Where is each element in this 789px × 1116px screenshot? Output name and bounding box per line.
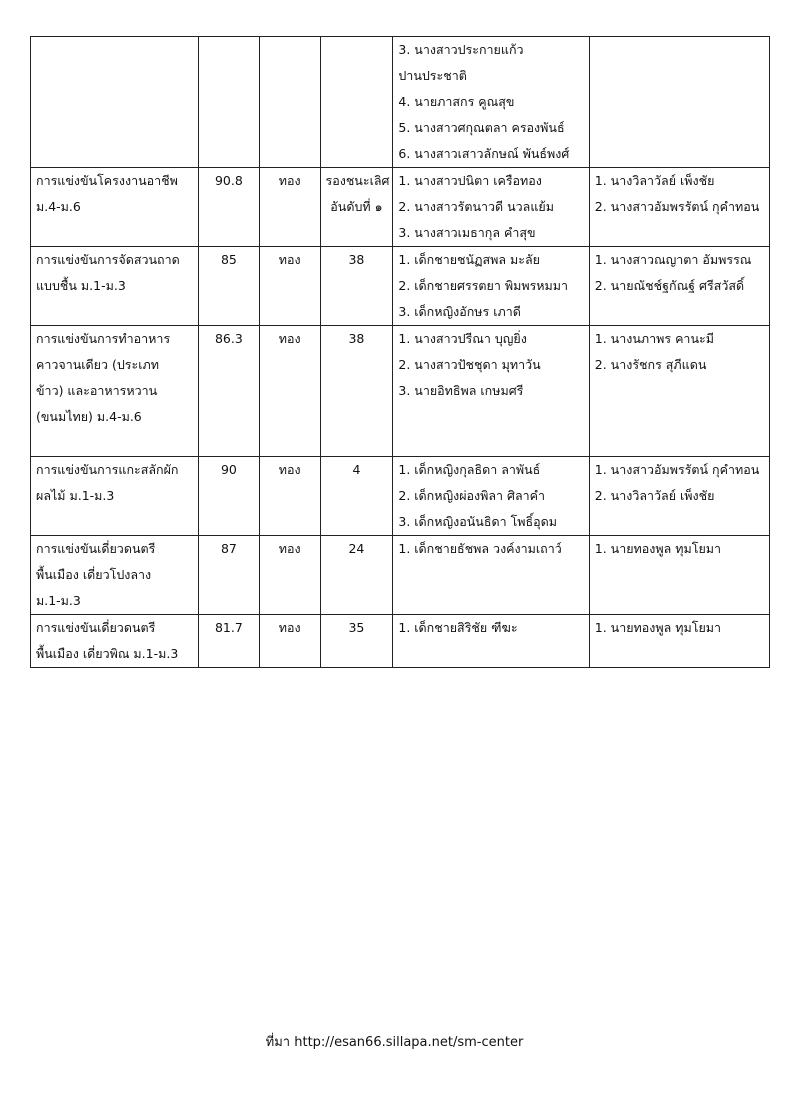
teacher-name (595, 89, 764, 115)
student-name: 5. นางสาวศกุณตลา ครองพันธ์ (398, 120, 565, 135)
student-name: 2. เด็กหญิงผ่องพิลา ศิลาคำ (398, 488, 546, 503)
competition-cell (31, 168, 199, 247)
table-row (31, 326, 770, 457)
competition-cell (31, 37, 199, 168)
student-name (398, 562, 583, 588)
medal-cell: ทอง (259, 247, 320, 326)
competition-line: ม.1-ม.3 (36, 593, 81, 608)
competition-line (36, 430, 193, 456)
teachers-cell (589, 247, 769, 326)
competition-line: ข้าว) และอาหารหวาน (36, 383, 158, 398)
competition-cell (31, 536, 199, 615)
students-cell (393, 615, 589, 668)
teacher-name: 2. นางวิลาวัลย์ เพ็งชัย (594, 488, 715, 503)
students-cell (393, 326, 589, 457)
student-name: 1. เด็กหญิงกุลธิดา ลาพันธ์ (398, 462, 541, 477)
teacher-name (595, 641, 764, 667)
table-row (31, 247, 770, 326)
teacher-name: 1. นางสาวณญาตา อัมพรรณ (594, 252, 752, 267)
students-cell (393, 168, 589, 247)
table-row (31, 536, 770, 615)
score-cell (199, 37, 260, 168)
teacher-name (595, 220, 764, 246)
rank-line: 24 (348, 541, 365, 556)
competition-line: การแข่งขันเดี่ยวดนตรี (36, 541, 156, 556)
competition-line: พื้นเมือง เดี่ยวโปงลาง (36, 567, 152, 582)
score-cell: 87 (199, 536, 260, 615)
rank-line: 38 (348, 252, 365, 267)
competition-line: การแข่งขันการจัดสวนถาด (36, 252, 180, 267)
teacher-name (595, 63, 764, 89)
teacher-name: 1. นายทองพูล ทุมโยมา (594, 620, 722, 635)
rank-cell (320, 615, 393, 668)
competition-line: ผลไม้ ม.1-ม.3 (36, 488, 115, 503)
teacher-name: 1. นายทองพูล ทุมโยมา (594, 541, 722, 556)
student-name: 1. เด็กชายธัชพล วงค์งามเถาว์ (398, 541, 562, 556)
score-cell: 86.3 (199, 326, 260, 457)
student-name: 4. นายภาสกร คูณสุข (398, 94, 515, 109)
medal-cell: ทอง (259, 168, 320, 247)
student-name: ปานประชาติ (398, 68, 467, 83)
rank-line (326, 562, 388, 588)
competition-line: การแข่งขันโครงงานอาชีพ (36, 173, 178, 188)
students-cell (393, 247, 589, 326)
teachers-cell (589, 615, 769, 668)
student-name: 3. เด็กหญิงอักษร เภาดี (398, 304, 521, 319)
teachers-cell (589, 536, 769, 615)
table-row (31, 168, 770, 247)
rank-line: อันดับที่ ๑ (330, 199, 383, 214)
competition-line (36, 509, 193, 535)
teacher-name: 2. นางสาวอัมพรรัตน์ กุคำทอน (594, 199, 760, 214)
student-name: 2. เด็กชายศรรตยา พิมพรหมมา (398, 278, 569, 293)
table-row (31, 615, 770, 668)
rank-line: 38 (348, 331, 365, 346)
teacher-name: 1. นางวิลาวัลย์ เพ็งชัย (594, 173, 715, 188)
student-name: 1. เด็กชายสิริชัย ฑีฆะ (398, 620, 518, 635)
score-cell: 90 (199, 457, 260, 536)
teacher-name (595, 37, 764, 63)
students-cell (393, 457, 589, 536)
teachers-cell (589, 168, 769, 247)
student-name: 6. นางสาวเสาวลักษณ์ พันธ์พงศ์ (398, 146, 570, 161)
rank-cell (320, 536, 393, 615)
teacher-name (595, 588, 764, 614)
rank-cell (320, 457, 393, 536)
student-name: 3. นางสาวเมธากุล คำสุข (398, 225, 536, 240)
teachers-cell (589, 457, 769, 536)
medal-cell: ทอง (259, 615, 320, 668)
rank-cell (320, 168, 393, 247)
rank-line: 4 (352, 462, 361, 477)
competition-line (36, 141, 193, 167)
students-cell (393, 536, 589, 615)
table-row (31, 37, 770, 168)
medal-cell: ทอง (259, 536, 320, 615)
results-table (30, 36, 770, 668)
rank-line (326, 483, 388, 509)
competition-line (36, 63, 193, 89)
competition-line: ม.4-ม.6 (36, 199, 81, 214)
rank-cell (320, 326, 393, 457)
competition-line: การแข่งขันการทำอาหาร (36, 331, 171, 346)
teacher-name (595, 299, 764, 325)
competition-line: พื้นเมือง เดี่ยวพิณ ม.1-ม.3 (36, 646, 179, 661)
competition-line: คาวจานเดียว (ประเภท (36, 357, 159, 372)
rank-line (326, 352, 388, 378)
teacher-name: 1. นางสาวอัมพรรัตน์ กุคำทอน (594, 462, 760, 477)
rank-line: 35 (348, 620, 365, 635)
competition-line: แบบชื้น ม.1-ม.3 (36, 278, 126, 293)
score-cell: 85 (199, 247, 260, 326)
competition-cell (31, 326, 199, 457)
competition-line (36, 115, 193, 141)
students-cell (393, 37, 589, 168)
competition-line: การแข่งขันการแกะสลักผัก (36, 462, 179, 477)
teachers-cell (589, 326, 769, 457)
competition-cell (31, 615, 199, 668)
teacher-name: 1. นางนภาพร คานะมี (594, 331, 714, 346)
competition-line (36, 299, 193, 325)
competition-line: (ขนมไทย) ม.4-ม.6 (36, 409, 142, 424)
student-name: 3. นางสาวประกายแก้ว (398, 42, 524, 57)
rank-line (326, 37, 388, 63)
student-name: 3. นายอิทธิพล เกษมศรี (398, 383, 524, 398)
student-name: 1. นางสาวปรีณา บุญยิ่ง (398, 331, 527, 346)
student-name: 2. นางสาวปัชชุดา มุทาวัน (398, 357, 541, 372)
competition-line (36, 89, 193, 115)
competition-cell (31, 457, 199, 536)
student-name (398, 641, 583, 667)
score-cell: 90.8 (199, 168, 260, 247)
student-name: 2. นางสาวรัตนาวดี นวลแย้ม (398, 199, 554, 214)
source-citation: ที่มา http://esan66.sillapa.net/sm-center (265, 1035, 524, 1050)
teacher-name (595, 509, 764, 535)
rank-line (326, 63, 388, 89)
rank-line: รองชนะเลิศ (325, 173, 390, 188)
competition-cell (31, 247, 199, 326)
rank-cell (320, 247, 393, 326)
student-name: 3. เด็กหญิงอนันธิดา โพธิ์อุดม (398, 514, 558, 529)
student-name: 1. เด็กชายชนัฏสพล มะลัย (398, 252, 540, 267)
medal-cell (259, 37, 320, 168)
student-name (398, 588, 583, 614)
competition-line (36, 37, 193, 63)
teacher-name: 2. นางรัชกร สุภีแดน (594, 357, 707, 372)
table-row (31, 457, 770, 536)
medal-cell: ทอง (259, 457, 320, 536)
competition-line (36, 220, 193, 246)
teacher-name: 2. นายณัชช์ฐกัณฐ์ ศรีสวัสดิ์ (594, 278, 745, 293)
student-name: 1. นางสาวปนิตา เครือทอง (398, 173, 542, 188)
rank-line (326, 273, 388, 299)
score-cell: 81.7 (199, 615, 260, 668)
teacher-name (595, 562, 764, 588)
rank-line (326, 641, 388, 667)
competition-line: การแข่งขันเดี่ยวดนตรี (36, 620, 156, 635)
rank-cell (320, 37, 393, 168)
teacher-name (595, 378, 764, 404)
medal-cell: ทอง (259, 326, 320, 457)
teachers-cell (589, 37, 769, 168)
